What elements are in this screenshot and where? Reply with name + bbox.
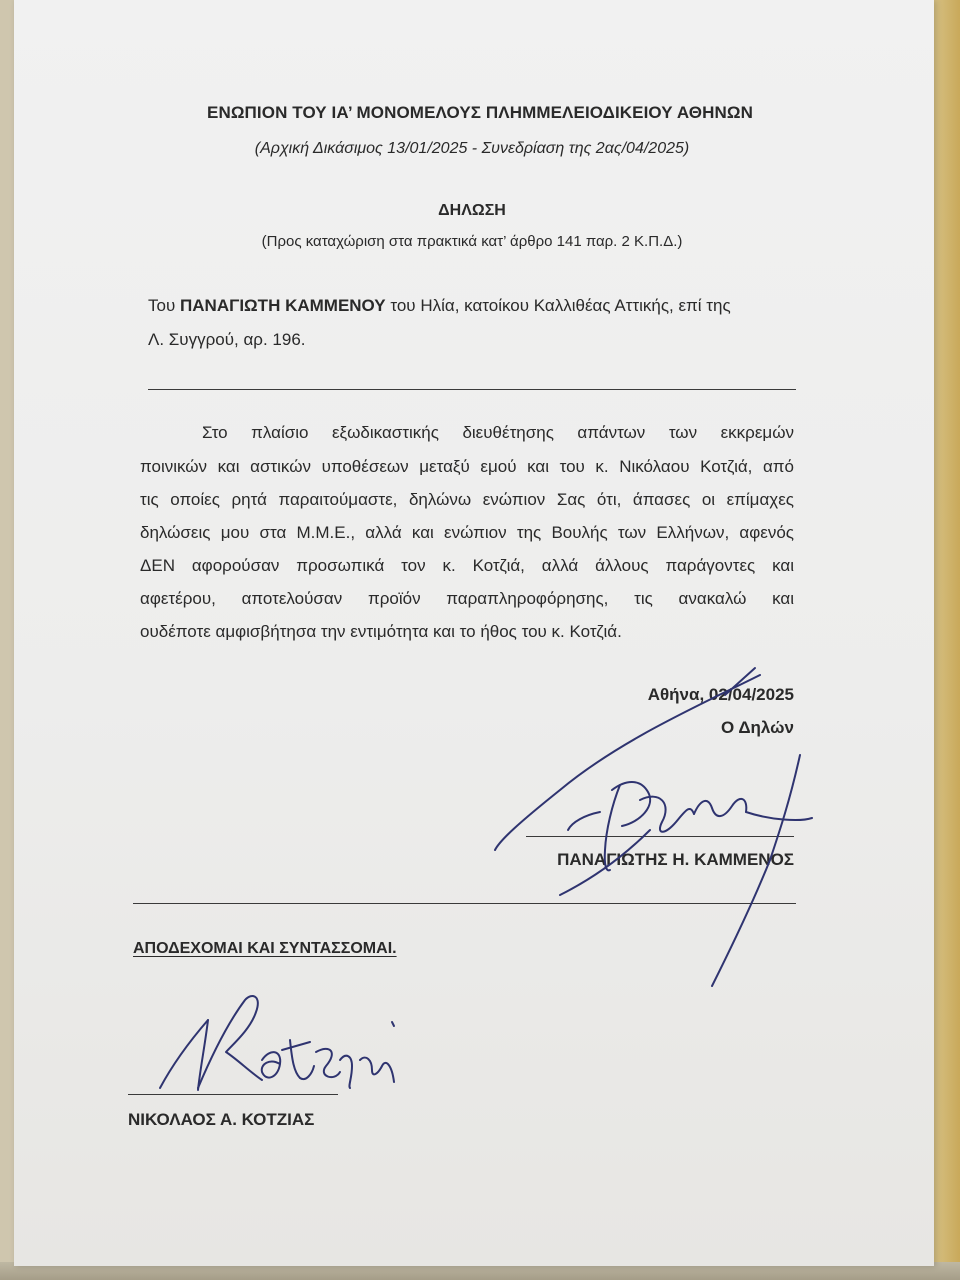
declarant-intro-prefix: Του <box>148 296 180 315</box>
declarant-intro-suffix: του Ηλία, κατοίκου Καλλιθέας Αττικής, επί της <box>385 296 731 315</box>
acceptance-statement: ΑΠΟΔΕΧΟΜΑΙ ΚΑΙ ΣΥΝΤΑΣΣΟΜΑΙ. <box>133 940 397 957</box>
declarant-name: ΠΑΝΑΓΙΩΤΗΣ Η. ΚΑΜΜΕΝΟΣ <box>557 850 794 869</box>
declarant-intro-line2: Λ. Συγγρού, αρ. 196. <box>148 330 306 349</box>
declarant-intro-name: ΠΑΝΑΓΙΩΤΗ ΚΑΜΜΕΝΟΥ <box>180 296 386 315</box>
body-line-7: ουδέποτε αμφισβήτησα την εντιμότητα και το ήθος του κ. Κοτζιά. <box>140 622 622 641</box>
body-line-6: αφετέρου, αποτελούσαν προϊόν παραπληροφόρησης, τις ανακαλώ και <box>140 589 794 608</box>
body-line-3: τις οποίες ρητά παραιτούμαστε, δηλώνω ενώπιον Σας ότι, άπασες οι επίμαχες <box>140 490 794 509</box>
place-and-date: Αθήνα, 02/04/2025 <box>647 685 794 704</box>
document-purpose: (Προς καταχώριση στα πρακτικά κατ’ άρθρο 141 παρ. 2 Κ.Π.Δ.) <box>261 233 683 250</box>
counterparty-name: ΝΙΚΟΛΑΟΣ Α. ΚΟΤΖΙΑΣ <box>128 1110 315 1129</box>
body-line-2: ποινικών και αστικών υποθέσεων μεταξύ εμού και του κ. Νικόλαου Κοτζιά, από <box>140 457 794 476</box>
session-info: (Αρχική Δικάσιμος 13/01/2025 - Συνεδρίαση της 2ας/04/2025) <box>254 140 690 157</box>
document-title: ΔΗΛΩΣΗ <box>438 202 506 219</box>
body-line-5: ΔΕΝ αφορούσαν προσωπικά τον κ. Κοτζιά, αλλά άλλους παράγοντες και <box>140 556 794 575</box>
court-heading: ΕΝΩΠΙΟΝ ΤΟΥ ΙΑ’ ΜΟΝΟΜΕΛΟΥΣ ΠΛΗΜΜΕΛΕΙΟΔΙΚΕΙΟΥ ΑΘΗΝΩΝ <box>207 103 753 122</box>
body-line-4: δηλώσεις μου στα Μ.Μ.Ε., αλλά και ενώπιον της Βουλής των Ελλήνων, αφενός <box>140 523 794 542</box>
declarant-role: Ο Δηλών <box>721 718 794 737</box>
body-line-1: Στο πλαίσιο εξωδικαστικής διευθέτησης απάντων των εκκρεμών <box>202 423 794 442</box>
